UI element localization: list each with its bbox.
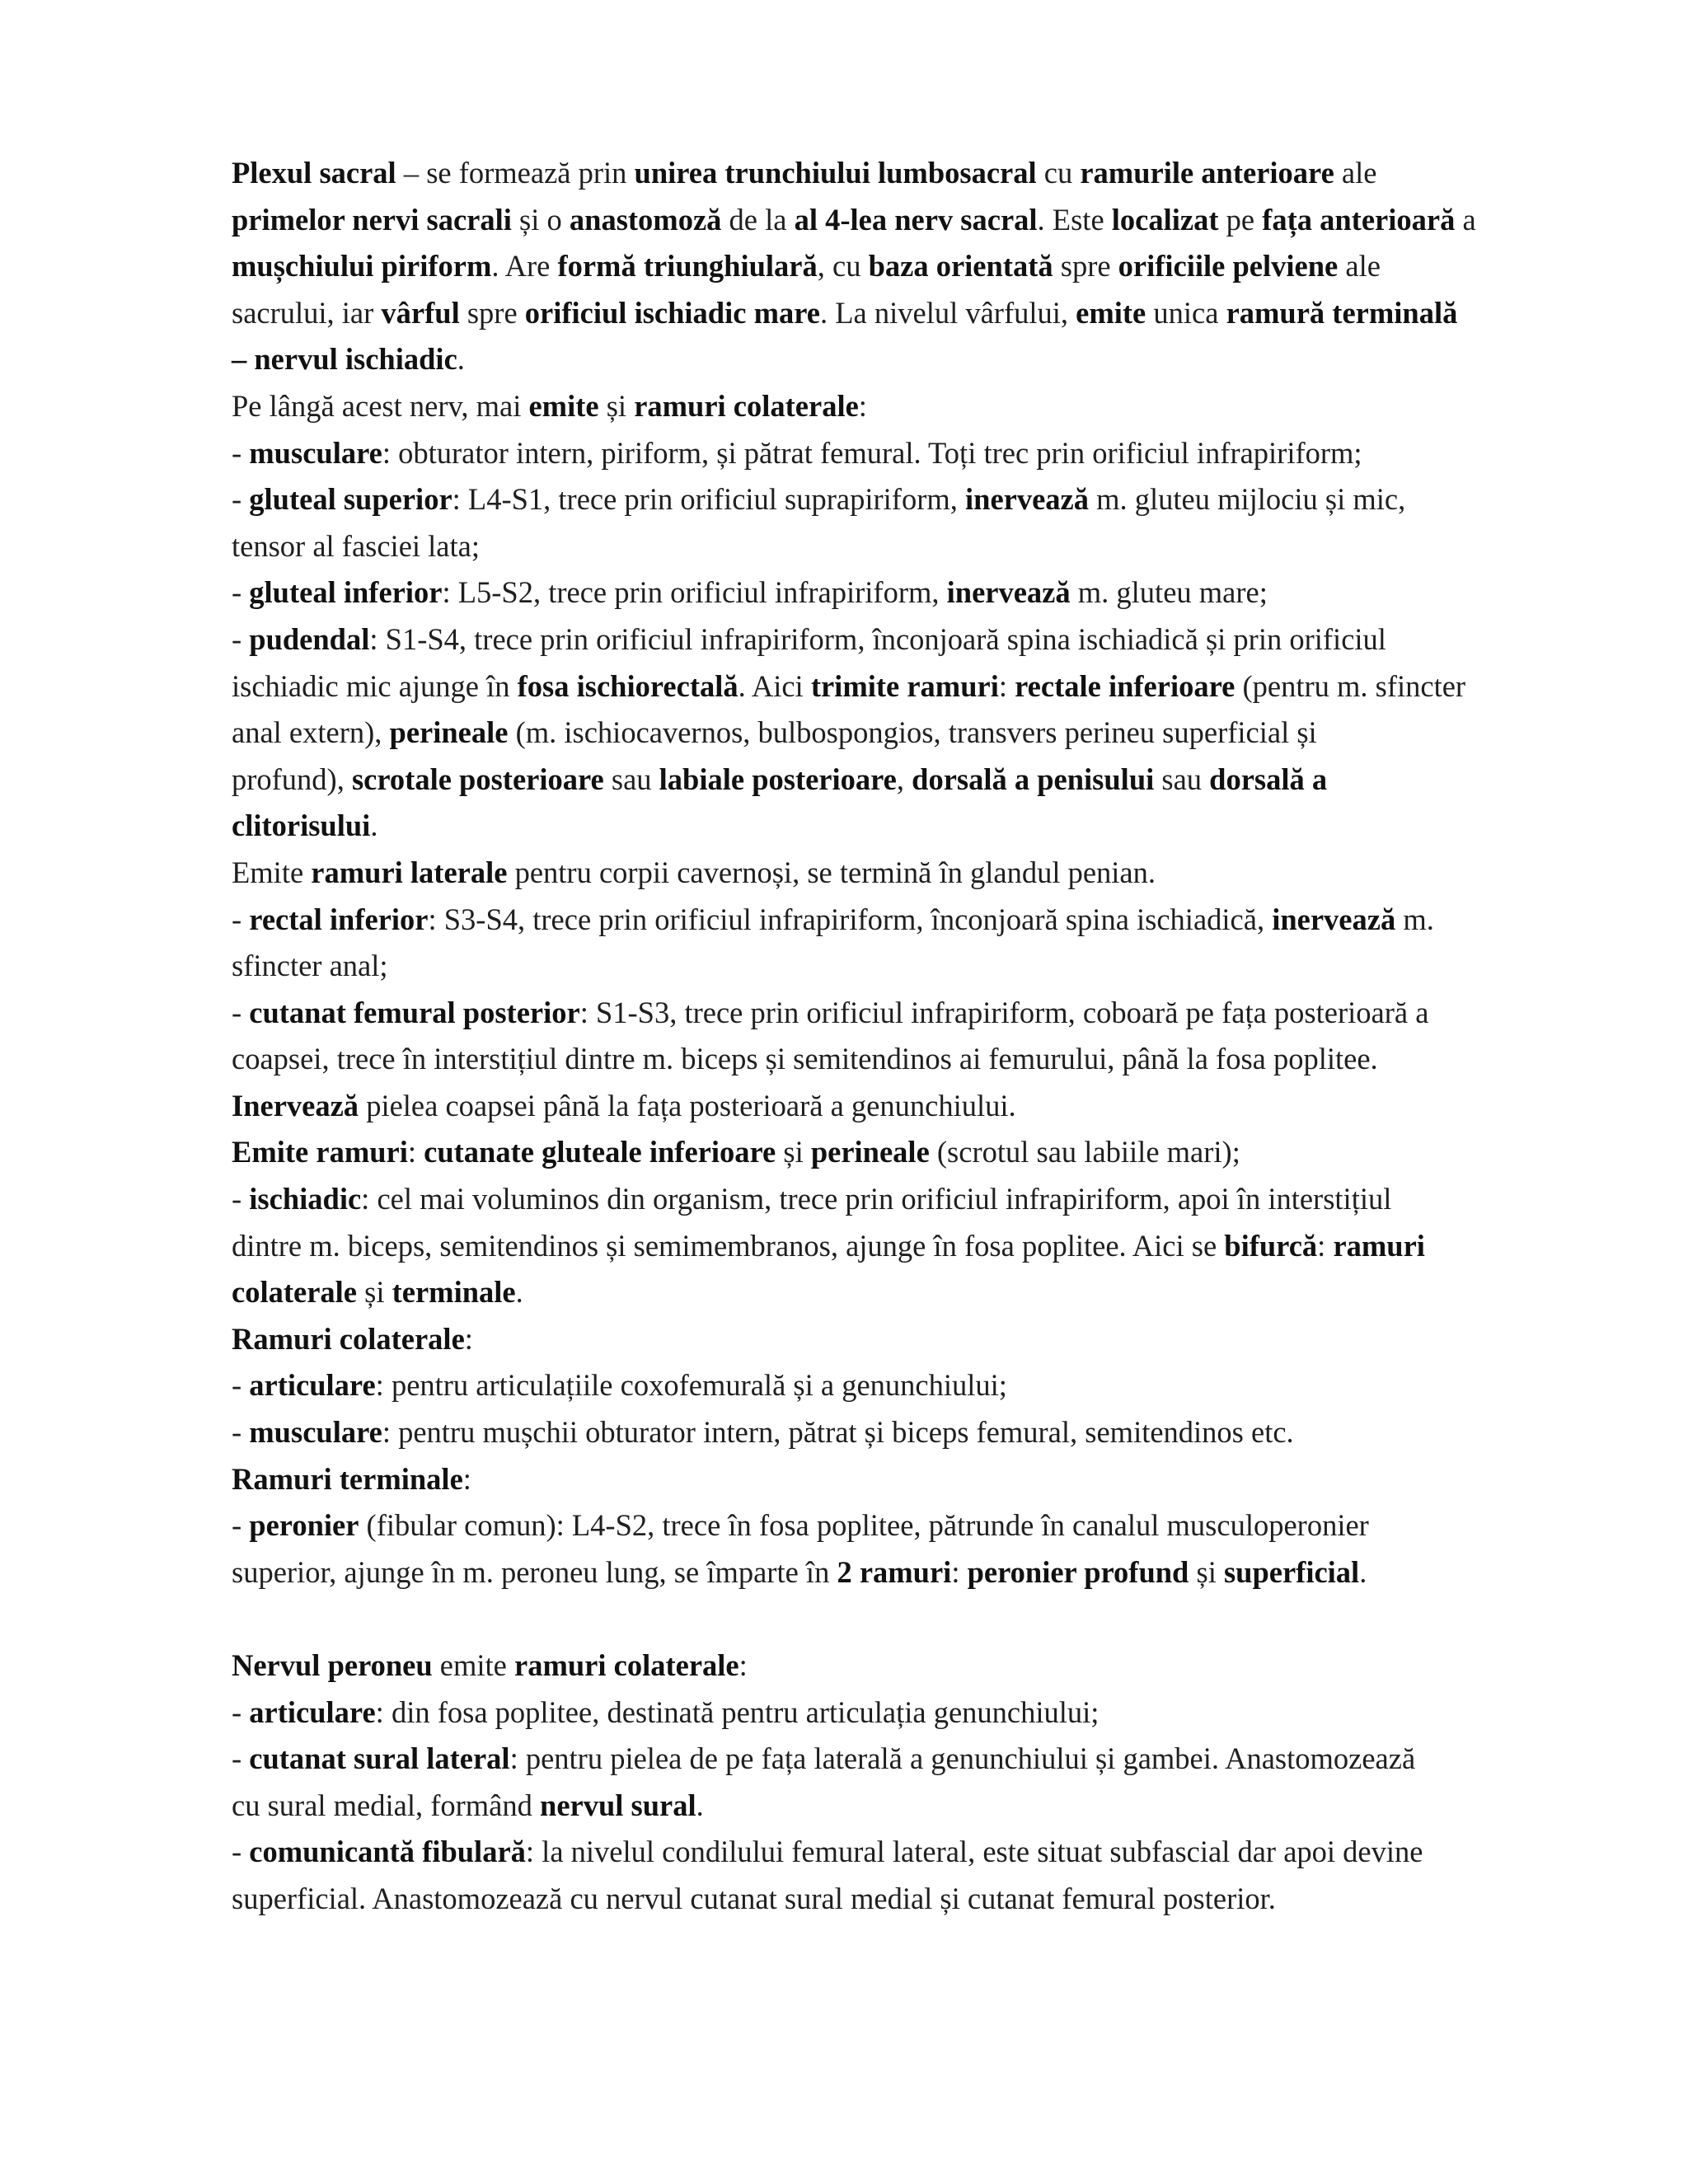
text-run: -	[232, 1415, 250, 1450]
text-line	[232, 243, 1600, 290]
text-line	[232, 1690, 1600, 1736]
bold-text: ramură terminală	[1226, 295, 1458, 330]
blank-line	[232, 1596, 1600, 1643]
bold-text: peronier	[249, 1508, 359, 1543]
bold-text: dorsală a	[1209, 762, 1328, 796]
bold-text: gluteal superior	[249, 482, 452, 517]
text-line	[232, 383, 1600, 430]
bold-text: cutanat femural posterior	[249, 995, 580, 1029]
text-run: (m. ischiocavernos, bulbospongios, transvers perineu superficial și	[508, 715, 1317, 750]
bold-text: fosa ischiorectală	[517, 668, 738, 703]
text-run: : obturator intern, piriform, și pătrat femural. Toți trec prin orificiul infrapiriform;	[382, 435, 1362, 470]
text-line	[232, 1036, 1600, 1083]
text-line	[232, 1316, 1600, 1363]
bold-text: ramuri laterale	[311, 855, 508, 889]
text-run: și	[598, 388, 635, 423]
bold-text: unirea trunchiului lumbosacral	[634, 156, 1037, 190]
text-run: -	[232, 902, 250, 936]
text-run: :	[1317, 1228, 1334, 1263]
bold-text: colaterale	[232, 1275, 357, 1310]
bold-text: articulare	[249, 1694, 376, 1729]
bold-text: ischiadic	[249, 1182, 362, 1216]
text-run: -	[232, 995, 250, 1029]
text-line	[232, 1409, 1600, 1456]
bold-text: vârful	[381, 295, 460, 330]
text-line	[232, 1502, 1600, 1549]
text-run: :	[738, 1648, 748, 1682]
text-run: .	[1359, 1554, 1367, 1589]
text-line	[232, 1269, 1600, 1316]
text-run: ale	[1334, 156, 1377, 190]
text-run: m. gluteu mare;	[1070, 575, 1268, 610]
bold-text: superficial	[1223, 1554, 1360, 1589]
bold-text: cutanate gluteale inferioare	[424, 1135, 776, 1169]
text-run: -	[232, 1368, 250, 1403]
bold-text: localizat	[1111, 202, 1219, 237]
text-run: . La nivelul vârfului,	[819, 295, 1076, 330]
bold-text: Inervează	[232, 1088, 359, 1122]
text-run: sau	[1154, 762, 1210, 796]
text-run: ischiadic mic ajunge în	[232, 668, 518, 703]
bold-text: clitorisului	[232, 808, 371, 843]
text-run: : pentru articulațiile coxofemurală și a genunchiului;	[375, 1368, 1007, 1403]
bold-text: rectal inferior	[249, 902, 429, 936]
bold-text: baza orientată	[868, 249, 1053, 284]
text-run: :	[998, 668, 1015, 703]
text-run: de la	[721, 202, 795, 237]
text-run: (pentru m. sfincter	[1235, 668, 1466, 703]
text-run: (fibular comun): L4-S2, trece în fosa poplitee, pătrunde în canalul musculoperonier	[359, 1508, 1369, 1543]
text-run: : pentru pielea de pe fața laterală a genunchiului și gambei. Anastomozează	[509, 1741, 1416, 1776]
bold-text: Ramuri terminale	[232, 1461, 463, 1496]
text-run: .	[696, 1788, 704, 1822]
bold-text: terminale	[392, 1275, 516, 1310]
text-line	[232, 1362, 1600, 1409]
bold-text: ramurile anterioare	[1080, 156, 1334, 190]
text-line	[232, 1456, 1600, 1503]
text-run: . Este	[1037, 202, 1112, 237]
bold-text: ramuri colaterale	[634, 388, 859, 423]
text-line	[232, 430, 1600, 477]
bold-text: – nervul ischiadic	[232, 342, 457, 377]
text-run: profund),	[232, 762, 352, 796]
bold-text: bifurcă	[1224, 1228, 1318, 1263]
text-run: : L4-S1, trece prin orificiul suprapiriform,	[452, 482, 965, 517]
bold-text: musculare	[249, 1415, 382, 1450]
text-line	[232, 710, 1600, 757]
bold-text: pudendal	[249, 621, 370, 656]
text-run: .	[457, 342, 465, 377]
bold-text: fața anterioară	[1262, 202, 1456, 237]
text-run: :	[951, 1554, 968, 1589]
bold-text: nervul sural	[540, 1788, 696, 1822]
text-run: -	[232, 1182, 250, 1216]
text-run: -	[232, 1694, 250, 1729]
text-run: :	[462, 1461, 471, 1496]
text-line	[232, 1129, 1600, 1176]
text-run: -	[232, 621, 250, 656]
text-run: -	[232, 482, 250, 517]
text-line	[232, 757, 1600, 804]
text-line	[232, 943, 1600, 990]
text-run: (scrotul sau labiile mari);	[929, 1135, 1240, 1169]
text-run: și	[357, 1275, 392, 1310]
text-run: ,	[896, 762, 912, 796]
text-line	[232, 150, 1600, 197]
bold-text: al 4-lea nerv sacral	[794, 202, 1038, 237]
text-run: : S1-S4, trece prin orificiul infrapiriform, înconjoară spina ischiadică și prin orificiul	[369, 621, 1386, 656]
bold-text: rectale inferioare	[1015, 668, 1236, 703]
text-run: :	[858, 388, 867, 423]
bold-text: labiale posterioare	[659, 762, 897, 796]
text-run: spre	[1053, 249, 1118, 284]
bold-text: inervează	[946, 575, 1071, 610]
text-run: ale	[1338, 249, 1381, 284]
bold-text: orificiul ischiadic mare	[524, 295, 820, 330]
bold-text: 2 ramuri	[837, 1554, 952, 1589]
bold-text: emite	[1076, 295, 1146, 330]
bold-text: ramuri	[1333, 1228, 1425, 1263]
text-run: și	[776, 1135, 811, 1169]
text-run: : din fosa poplitee, destinată pentru articulația genunchiului;	[375, 1694, 1100, 1729]
bold-text: inervează	[965, 482, 1089, 517]
bold-text: primelor nervi sacrali	[232, 202, 512, 237]
text-line	[232, 1176, 1600, 1223]
text-run: : S1-S3, trece prin orificiul infrapiriform, coboară pe fața posterioară a	[579, 995, 1429, 1029]
text-run: : S3-S4, trece prin orificiul infrapiriform, înconjoară spina ischiadică,	[428, 902, 1273, 936]
text-run: m. gluteu mijlociu și mic,	[1089, 482, 1406, 517]
text-run: coapsei, trece în interstițiul dintre m. biceps și semitendinos ai femurului, până la fosa poplitee.	[232, 1042, 1378, 1076]
text-run: sau	[603, 762, 659, 796]
text-run: spre	[459, 295, 525, 330]
text-run: superficial. Anastomozează cu nervul cutanat sural medial și cutanat femural posterior.	[232, 1881, 1276, 1915]
text-line	[232, 1736, 1600, 1783]
text-run: .	[370, 808, 378, 843]
bold-text: cutanat sural lateral	[249, 1741, 510, 1776]
text-run: – se formează prin	[396, 156, 635, 190]
text-run: unica	[1146, 295, 1226, 330]
bold-text: ramuri colaterale	[514, 1648, 739, 1682]
text-run: pielea coapsei până la fața posterioară a genunchiului.	[359, 1088, 1016, 1122]
bold-text: peronier profund	[967, 1554, 1189, 1589]
bold-text: orificiile pelviene	[1118, 249, 1339, 284]
text-line	[232, 1643, 1600, 1690]
text-run: anal extern),	[232, 715, 390, 750]
bold-text: mușchiului piriform	[232, 249, 492, 284]
text-line	[232, 663, 1600, 710]
bold-text: Plexul sacral	[232, 156, 396, 190]
text-run: emite	[432, 1648, 514, 1682]
text-run: m.	[1395, 902, 1434, 936]
text-run: -	[232, 1508, 250, 1543]
text-run: :	[407, 1135, 424, 1169]
text-line	[232, 803, 1600, 850]
bold-text: anastomoză	[569, 202, 722, 237]
text-run: -	[232, 1835, 250, 1869]
text-run: .	[515, 1275, 523, 1310]
bold-text: trimite ramuri	[810, 668, 999, 703]
text-run: cu	[1036, 156, 1081, 190]
text-run: pe	[1218, 202, 1263, 237]
document-page	[232, 150, 1600, 1923]
text-run: Pe lângă acest nerv, mai	[232, 388, 529, 423]
text-line	[232, 336, 1600, 383]
text-line	[232, 197, 1600, 244]
text-line	[232, 850, 1600, 897]
text-run: : cel mai voluminos din organism, trece prin orificiul infrapiriform, apoi în interstițiul	[361, 1182, 1392, 1216]
bold-text: musculare	[249, 435, 382, 470]
text-run: superior, ajunge în m. peroneu lung, se împarte în	[232, 1554, 837, 1589]
text-run: -	[232, 1741, 250, 1776]
text-run: a	[1455, 202, 1476, 237]
bold-text: perineale	[389, 715, 509, 750]
text-run: sfincter anal;	[232, 949, 388, 983]
text-line	[232, 569, 1600, 616]
text-run: și o	[511, 202, 570, 237]
text-line	[232, 476, 1600, 523]
text-run: . Aici	[738, 668, 811, 703]
text-line	[232, 990, 1600, 1037]
text-run: , cu	[817, 249, 869, 284]
bold-text: scrotale posterioare	[351, 762, 604, 796]
text-run: pentru corpii cavernoși, se termină în glandul penian.	[507, 855, 1156, 889]
bold-text: formă triunghiulară	[557, 249, 818, 284]
bold-text: Emite ramuri	[232, 1135, 408, 1169]
text-line	[232, 1083, 1600, 1130]
bold-text: articulare	[249, 1368, 376, 1403]
bold-text: comunicantă fibulară	[249, 1835, 526, 1869]
text-run: dintre m. biceps, semitendinos și semimembranos, ajunge în fosa poplitee. Aici se	[232, 1228, 1225, 1263]
bold-text: perineale	[810, 1135, 930, 1169]
text-line	[232, 1829, 1600, 1876]
text-line	[232, 523, 1600, 570]
text-run: tensor al fasciei lata;	[232, 528, 480, 563]
text-run: : L5-S2, trece prin orificiul infrapiriform,	[442, 575, 947, 610]
text-run: -	[232, 435, 250, 470]
text-line	[232, 1876, 1600, 1923]
bold-text: dorsală a penisului	[912, 762, 1155, 796]
text-run: . Are	[491, 249, 558, 284]
bold-text: gluteal inferior	[249, 575, 443, 610]
text-run: și	[1189, 1554, 1224, 1589]
bold-text: Nervul peroneu	[232, 1648, 433, 1682]
bold-text: inervează	[1272, 902, 1396, 936]
text-run: sacrului, iar	[232, 295, 382, 330]
bold-text: Ramuri colaterale	[232, 1321, 465, 1356]
text-line	[232, 616, 1600, 663]
text-line	[232, 290, 1600, 337]
text-line	[232, 1783, 1600, 1830]
text-run: cu sural medial, formând	[232, 1788, 541, 1822]
text-run: :	[464, 1321, 473, 1356]
text-line	[232, 1549, 1600, 1596]
text-line	[232, 897, 1600, 944]
text-line	[232, 1223, 1600, 1270]
text-run: Emite	[232, 855, 312, 889]
text-run: : pentru mușchii obturator intern, pătrat și biceps femural, semitendinos etc.	[382, 1415, 1294, 1450]
text-run: : la nivelul condilului femural lateral, este situat subfascial dar apoi devine	[525, 1835, 1423, 1869]
text-run: -	[232, 575, 250, 610]
bold-text: emite	[528, 388, 599, 423]
